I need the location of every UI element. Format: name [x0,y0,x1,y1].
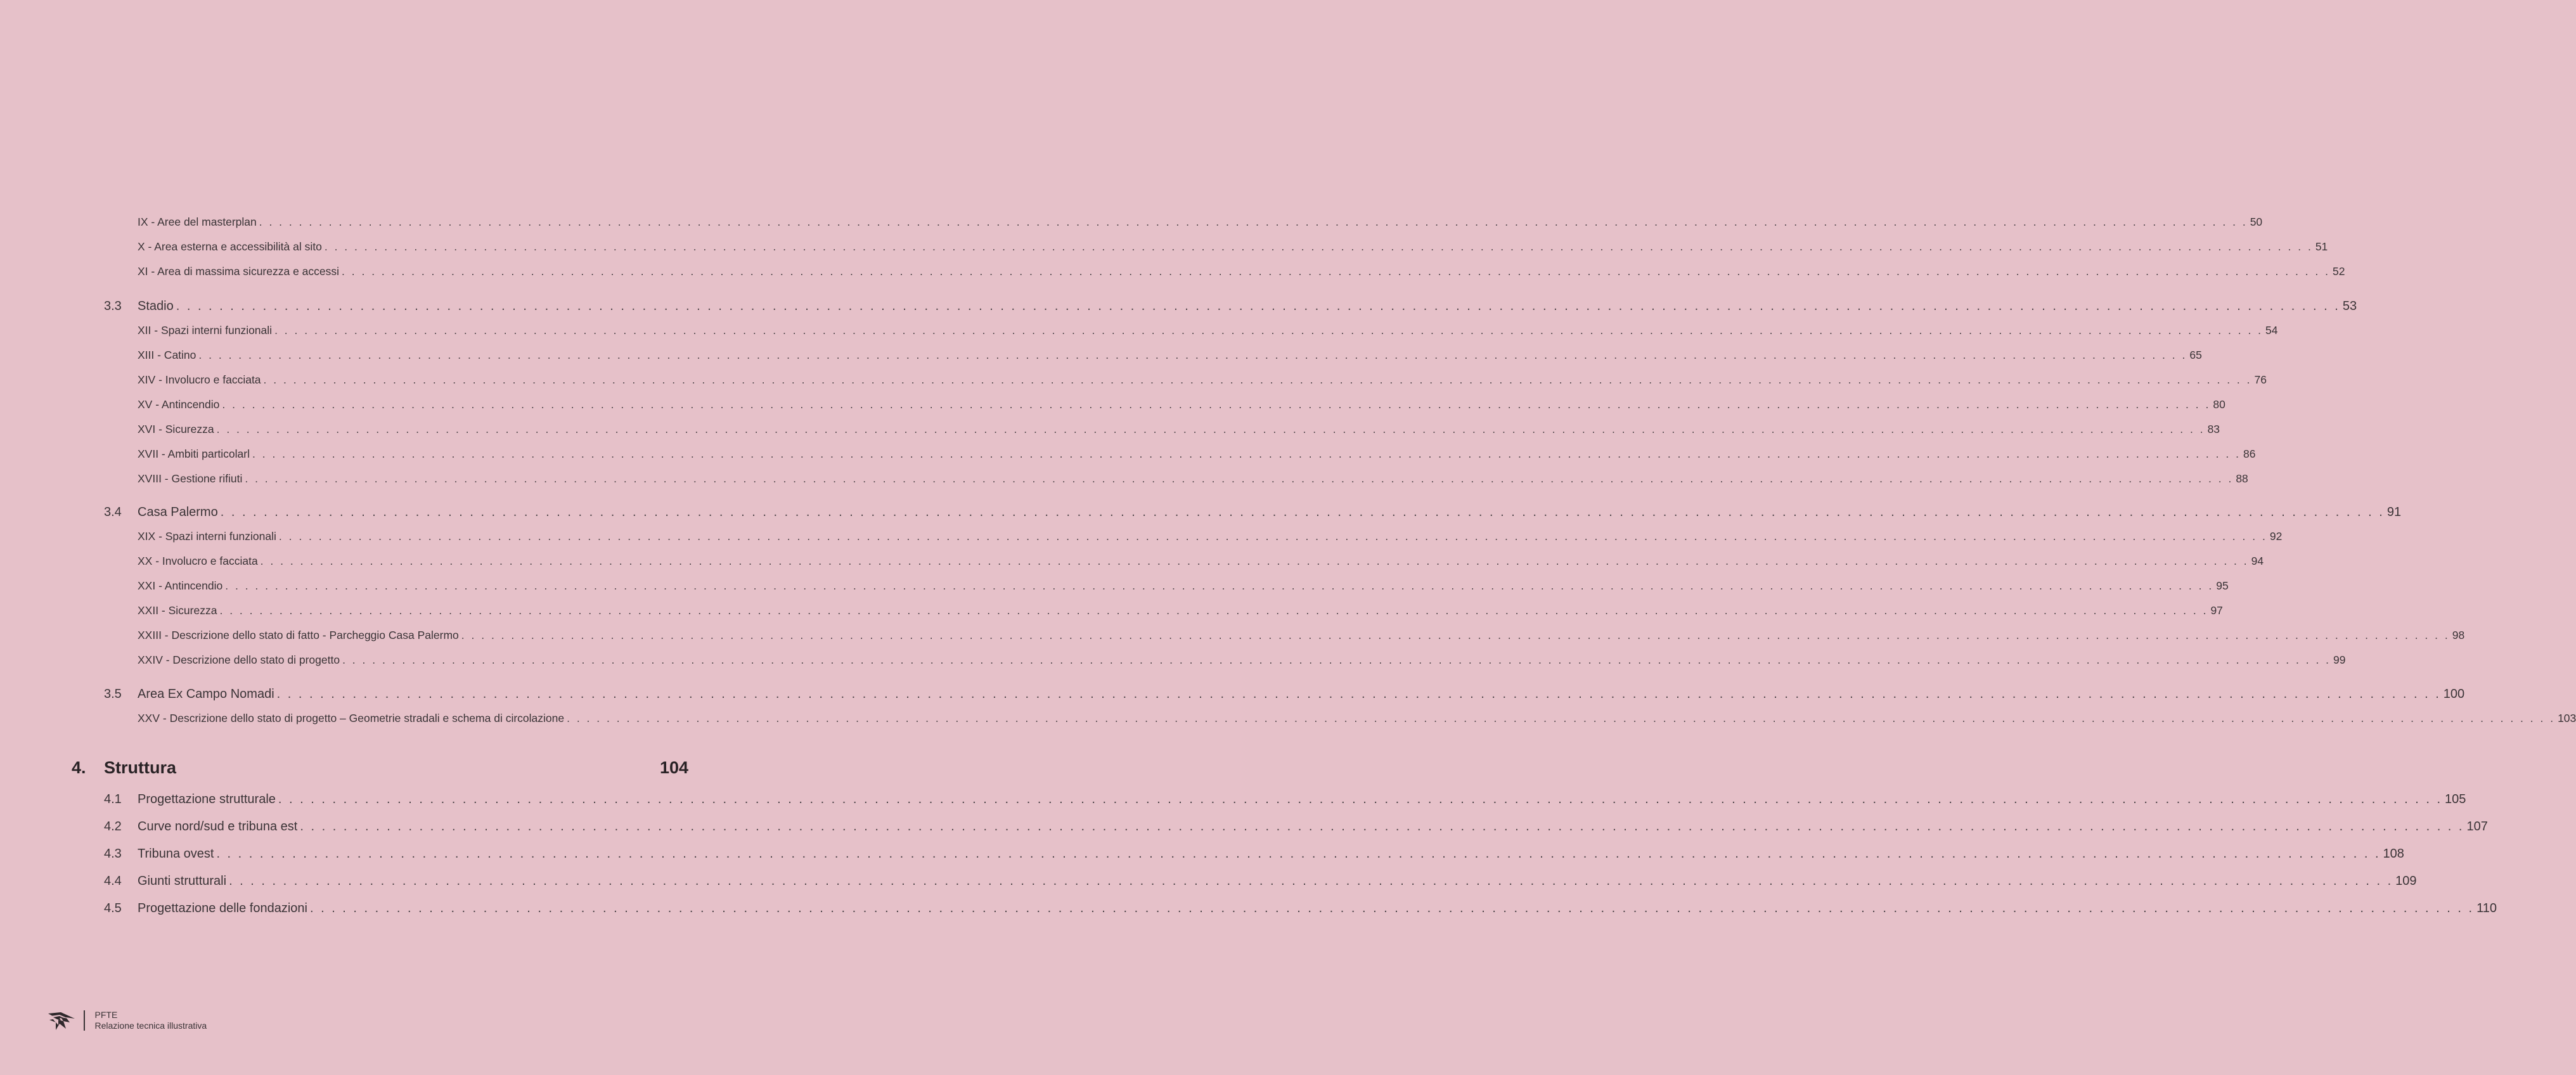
toc-entry-page: 54 [2265,324,2278,337]
dot-leader: . . . . . . . . . . . . . . . . . . . . . . . . . . . . . . . . . . . . . . . . . . . . . . . . . . . . . . . . . . . . . . . . . . . . . . . . . . . . . . . . . . . . . . . . . . . . . . . . . . . . . . . . . . . . . . . . . . . . . . . . . . . . . . . . . . . . . . . . . . . . . . . . . . . . . . . . . . . . . . . . . . . . . . . . . . . . . . . . . . . . . . . . . . . . . . . . . . . . . . . . [274,324,2264,337]
dot-leader: . . . . . . . . . . . . . . . . . . . . . . . . . . . . . . . . . . . . . . . . . . . . . . . . . . . . . . . . . . . . . . . . . . . . . . . . . . . . . . . . . . . . . . . . . . . . . . . . . . . . . . . . . . . . . . . . . . . . . . . . . . . . . . . . . . . . . . . . . . . . . . . . . . . . . . . . . . . . . . . . . . . . . . . . . . . . . . . . . . . . . . . . . . . . . . . . . . . . . . . . [263,373,2252,386]
toc-entry-title: X - Area esterna e accessibilità al sito [138,240,322,253]
toc-entry[interactable] [0,265,2345,278]
toc-entry-title: XIV - Involucro e facciata [138,373,261,386]
toc-entry[interactable] [0,349,2202,362]
toc-entry-title: XIX - Spazi interni funzionali [138,530,276,543]
toc-entry-title: Curve nord/sud e tribuna est [138,820,298,834]
toc-entry-number: 4.4 [104,874,122,888]
toc-entry-title: Tribuna ovest [138,847,214,861]
dot-leader: . . . . . . . . . . . . . . . . . . . . . . . . . . . . . . . . . . . . . . . . . . . . . . . . . . . . . . . . . . . . . . . . . . . . . . . . . . . . . . . . . . . . . . . . . . . . . . . . . . . . . . . . . . . . . . . . . . . . . . . . . . . . . . . . . . . . . . . . . . . . . . . . . . . . . . . . . . . . . . . . . . . . . . . . . . . . . . . . . . . . . . . . . . . . . . . . . . . . . . . . [216,847,2381,861]
dot-leader: . . . . . . . . . . . . . . . . . . . . . . . . . . . . . . . . . . . . . . . . . . . . . . . . . . . . . . . . . . . . . . . . . . . . . . . . . . . . . . . . . . . . . . . . . . . . . . . . . . . . . . . . . . . . . . . . . . . . . . . . . . . . . . . . . . . . . . . . . . . . . . . . . . . . . . . . . . . . . . . . . . . . . . . . . . . . . . . . . . . . . . . . . . . . . . . . . . . . . . . . [342,265,2330,278]
toc-entry-page: 52 [2333,265,2345,278]
toc-entry-number: 4.5 [104,901,122,915]
toc-entry-page: 103 [2558,712,2576,724]
toc-entry[interactable] [0,687,2465,702]
toc-entry-page: 91 [2386,505,2402,519]
toc-entry-title: XVIII - Gestione rifiuti [138,472,243,485]
eagle-logo-icon [47,1010,76,1031]
toc-entry-title: IX - Aree del masterplan [138,216,257,228]
toc-entry[interactable] [0,299,2357,314]
footer-line-1: PFTE [94,1010,118,1020]
dot-leader: . . . . . . . . . . . . . . . . . . . . . . . . . . . . . . . . . . . . . . . . . . . . . . . . . . . . . . . . . . . . . . . . . . . . . . . . . . . . . . . . . . . . . . . . . . . . . . . . . . . . . . . . . . . . . . . . . . . . . . . . . . . . . . . . . . . . . . . . . . . . . . . . . . . . . . . . . . . . . . . . . . . . . . . . . . . . . . . . . . . . . . . . . . . . . . . . . . . . . . . . [220,505,2385,519]
dot-leader: . . . . . . . . . . . . . . . . . . . . . . . . . . . . . . . . . . . . . . . . . . . . . . . . . . . . . . . . . . . . . . . . . . . . . . . . . . . . . . . . . . . . . . . . . . . . . . . . . . . . . . . . . . . . . . . . . . . . . . . . . . . . . . . . . . . . . . . . . . . . . . . . . . . . . . . . . . . . . . . . . . . . . . . . . . . . . . . . . . . . . . . . . . . . . . . . . . . . . . . . [300,820,2464,834]
dot-leader: . . . . . . . . . . . . . . . . . . . . . . . . . . . . . . . . . . . . . . . . . . . . . . . . . . . . . . . . . . . . . . . . . . . . . . . . . . . . . . . . . . . . . . . . . . . . . . . . . . . . . . . . . . . . . . . . . . . . . . . . . . . . . . . . . . . . . . . . . . . . . . . . . . . . . . . . . . . . . . . . . . . . . . . . . . . . . . . . . . . . . . . . . . . . . . . . . . . . . . . . [219,604,2208,617]
toc-entry-page: 94 [2251,555,2264,567]
toc-entry[interactable] [0,555,2264,568]
toc-entry[interactable] [0,712,2576,725]
toc-entry-page: 105 [2445,792,2466,806]
toc-entry-title: XXI - Antincendio [138,579,223,592]
dot-leader: . . . . . . . . . . . . . . . . . . . . . . . . . . . . . . . . . . . . . . . . . . . . . . . . . . . . . . . . . . . . . . . . . . . . . . . . . . . . . . . . . . . . . . . . . . . . . . . . . . . . . . . . . . . . . . . . . . . . . . . . . . . . . . . . . . . . . . . . . . . . . . . . . . . . . . . . . . . . . . . . . . . . . . . . . . . . . . . . . . . . . . . . . . . . . . . . . . . . . . . . [176,299,2340,313]
toc-entry[interactable] [0,758,761,778]
toc-entry[interactable] [0,423,2220,436]
toc-entry-page: 50 [2250,216,2263,228]
dot-leader: . . . . . . . . . . . . . . . . . . . . . . . . . . . . . . . . . . . . . . . . . . . . . . . . . . . . . . . . . . . . . . . . . . . . . . . . . . . . . . . . . . . . . . . . . . . . . . . . . . . . . . . . . . . . . . . . . . . . . . . . . . . . . . . . . . . . . . . . . . . . . . . . . . . . . . . . . . . . . . . . . . . . . . . . . . . . . . . . . . . . . . . . . . . . . . . . . . . . . . . . [342,653,2331,666]
toc-entry-number: 4. [72,758,86,777]
toc-entry-page: 53 [2342,299,2357,313]
toc-entry[interactable] [0,447,2256,461]
toc-entry-page: 107 [2466,820,2488,834]
page-footer [47,1008,207,1033]
dot-leader: . . . . . . . . . . . . . . . . . . . . . . . . . . . . . . . . . . . . . . . . . . . . . . . . . . . . . . . . . . . . . . . . . . . . . . . . . . . . . . . . . . . . . . . . . . . . . . . . . . . . . . . . . . . . . . . . . . . . . . . . . . . . . . . . . . . . . . . . . . . . . . . . . . . . . . . . . . . . . . . . . . . . . . . . . . . . . . . . . . . . . . . . . . . . . . . . . . . . . . . . [324,240,2313,253]
dot-leader: . . . . . . . . . . . . . . . . . . . . . . . . . . . . . . . . . . . . . . . . . . . . . . . . . . . . . . . . . . . . . . . . . . . . . . . . . . . . . . . . . . . . . . . . . . . . . . . . . . . . . . . . . . . . . . . . . . . . . . . . . . . . . . . . . . . . . . . . . . . . . . . . . . . . . . . . . . . . . . . . . . . . . . . . . . . . . . . . . . . . . . . . . . . . . . . . . . . . . . . . [567,712,2556,724]
toc-entry[interactable] [0,653,2346,667]
dot-leader: . . . . . . . . . . . . . . . . . . . . . . . . . . . . . . . . . . . . . . . . . . . . . . . . . . . . . . . . . . . . . . . . . . . . . . . . . . . . . . . . . . . . . . . . . . . . . . . . . . . . . . . . . . . . . . . . . . . . . . . . . . . . . . . . . . . . . . . . . . . . . . . . . . . . . . . . . . . . . . . . . . . . . . . . . . . . . . . . . . . . . . . . . . . . . . . . . . . . . . . . [276,687,2441,701]
dot-leader: . . . . . . . . . . . . . . . . . . . . . . . . . . . . . . . . . . . . . . . . . . . . . . . . . . . . . . . . . . . . . . . . . . . . . . . . . . . . . . . . . . . . . . . . . . . . . . . . . . . . . . . . . . . . . . . . . . . . . . . . . . . . . . . . . . . . . . . . . . . . . . . . . . . . . . . . . . . . . . . . . . . . . . . . . . . . . . . . . . . . . . . . . . . . . . . . . . . . . . . . [278,530,2267,543]
toc-entry-number: 4.3 [104,847,122,861]
toc-entry-title: Stadio [138,299,174,313]
footer-line-2: Relazione tecnica illustrativa [94,1020,207,1031]
toc-entry-title: Progettazione delle fondazioni [138,901,307,915]
dot-leader: . . . . . . . . . . . . . . . . . . . . . . . . . . . . . . . . . . . . . . . . . . . . . . . . . . . . . . . . . . . . . . . . . . . . . . . . . . . . . . . . . . . . . . . . . . . . . . . . . . . . . . . . . . . . . . . . . . . . . . . . . . . . . . . . . . . . . . . . . . . . . . . . . . . . . . . . . . . . . . . . . . . . . . . . . . . . . . . . . . . . . . . . . . . . . . . . . . . . . . . . [260,555,2249,567]
toc-entry-title: Area Ex Campo Nomadi [138,687,274,701]
toc-entry-page: 80 [2213,398,2225,411]
toc-entry-page: 98 [2452,629,2465,641]
toc-entry[interactable] [0,472,2248,486]
toc-entry-title: XII - Spazi interni funzionali [138,324,273,337]
toc-entry[interactable] [0,901,2497,916]
dot-leader: . . . . . . . . . . . . . . . . . . . . . . . . . . . . . . . . . . . . . . . . . . . . . . . . . . . . . . . . . . . . . . . . . . . . . . . . . . . . . . . . . . . . . . . . . . . . . . . . . . . . . . . . . . . . . . . . . . . . . . . . . . . . . . . . . . . . . . . . . . . . . . . . . . . . . . . . . . . . . . . . . . . . . . . . . . . . . . . . . . . . . . . . . . . . . . . . . . . . . . . . [222,398,2211,411]
dot-leader: . . . . . . . . . . . . . . . . . . . . . . . . . . . . . . . . . . . . . . . . . . . . . . . . . . . . . . . . . . . . . . . . . . . . . . . . . . . . . . . . . . . . . . . . . . . . . . . . . . . . . . . . . . . . . . . . . . . . . . . . . . . . . . . . . . . . . . . . . . . . . . . . . . . . . . . . . . . . . . . . . . . . . . . . . . . . . . . . . . . . . . . . . . . . . . . . . . . . . . . . [245,472,2234,485]
toc-entry-title: Giunti strutturali [138,874,227,888]
toc-entry-title: XXIV - Descrizione dello stato di progetto [138,653,340,666]
toc-entry-title: XX - Involucro e facciata [138,555,258,567]
toc-entry-title: XVI - Sicurezza [138,423,214,435]
toc-entry-page: 109 [2395,874,2417,888]
footer-text [95,1010,207,1031]
dot-leader: . . . . . . . . . . . . . . . . . . . . . . . . . . . . . . . . . . . . . . . . . . . . . . . . . . . . . . . . . . . . . . . . . . . . . . . . . . . . . . . . . . . . . . . . . . . . . . . . . . . . . . . . . . . . . . . . . . . . . . . . . . . . . . . . . . . . . . . . . . . . . . . . . . . . . . . . . . . . . . . . . . . . . . . . . . . . . . . . . . . . . . . . . . . . . . . . . . . . . . . . [229,874,2393,888]
toc-entry[interactable] [0,579,2229,593]
toc-entry-page: 99 [2333,653,2346,666]
toc-entry-page: 65 [2189,349,2202,361]
toc-entry-page: 51 [2315,240,2328,253]
toc-entry[interactable] [0,324,2278,337]
toc-entry[interactable] [0,874,2417,889]
toc-entry-title: XXII - Sicurezza [138,604,217,617]
toc-entry-page: 97 [2210,604,2223,617]
toc-entry[interactable] [0,530,2283,543]
toc-entry-page: 100 [2443,687,2465,701]
toc-entry-page: 95 [2216,579,2229,592]
toc-entry[interactable] [0,216,2263,229]
dot-leader: . . . . . . . . . . . . . . . . . . . . . . . . . . . . . . . . . . . . . . . . . . . . . . . . . . . . . . . . . . . . . . . . . . . . . . . . . . . . . . . . . . . . . . . . . . . . . . . . . . . . . . . . . . . . . . . . . . . . . . . . . . . . . . . . . . . . . . . . . . . . . . . . . . . . . . . . . . . . . . . . . . . . . . . . . . . . . . . . . . . . . . . . . . . . . . . . . . . . . . . . [216,423,2205,435]
toc-entry[interactable] [0,604,2223,617]
dot-leader: . . . . . . . . . . . . . . . . . . . . . . . . . . . . . . . . . . . . . . . . . . . . . . . . . . . . . . . . . . . . . . . . . . . . . . . . . . . . . . . . . . . . . . . . . . . . . . . . . . . . . . . . . . . . . . . . . . . . . . . . . . . . . . . . . . . . . . . . . . . . . . . . . . . . . . . . . . . . . . . . . . . . . . . . . . . . . . . . . . . . . . . . . . . . . . . . . . . . . . . . [309,901,2475,915]
toc-entry-page: 83 [2207,423,2220,435]
toc-entry[interactable] [0,629,2465,642]
toc-entry[interactable] [0,240,2328,254]
dot-leader: . . . . . . . . . . . . . . . . . . . . . . . . . . . . . . . . . . . . . . . . . . . . . . . . . . . . . . . . . . . . . . . . . . . . . . . . . . . . . . . . . . . . . . . . . . . . . . . . . . . . . . . . . . . . . . . . . . . . . . . . . . . . . . . . . . . . . . . . . . . . . . . . . . . . . . . . . . . . . . . . . . . . . . . . . . . . . . . . . . . . . . . . . . . . . . . . . . . . . . . . [461,629,2450,641]
toc-entry[interactable] [0,505,2402,520]
toc-entry[interactable] [0,373,2267,387]
toc-entry-title: XV - Antincendio [138,398,220,411]
toc-entry-page: 88 [2236,472,2248,485]
dot-leader: . . . . . . . . . . . . . . . . . . . . . . . . . . . . . . . . . . . . . . . . . . . . . . . . . . . . . . . . . . . . . . . . . . . . . . . . . . . . . . . . . . . . . . . . . . . . . . . . . . . . . . . . . . . . . . . . . . . . . . . . . . . . . . . . . . . . . . . . . . . . . . . . . . . . . . . . . . . . . . . . . . . . . . . . . . . . . . . . . . . . . . . . . . . . . . . . . . . . . . . . [252,447,2241,460]
toc-entry[interactable] [0,847,2404,861]
toc-entry-title: XXIII - Descrizione dello stato di fatto - Parcheggio Casa Palermo [138,629,459,641]
toc-entry-title: Progettazione strutturale [138,792,276,806]
dot-leader: . . . . . . . . . . . . . . . . . . . . . . . . . . . . . . . . . . . . . . . . . . . . . . . . . . . . . . . . . . . . . . . . . . . . . . . . . . . . . . . . . . . . . . . . . . . . . . . . . . . . . . . . . . . . . . . . . . . . . . . . . . . . . . . . . . . . . . . . . . . . . . . . . . . . . . . . . . . . . . . . . . . . . . . . . . . . . . . . . . . . . . . . . . . . . . . . . . . . . . . . [198,349,2187,361]
toc-entry-number: 3.5 [104,687,122,701]
toc-entry[interactable] [0,820,2488,834]
toc-entry-number: 4.2 [104,820,122,834]
toc-entry-title: XI - Area di massima sicurezza e accessi [138,265,340,278]
toc-entry-page: 108 [2383,847,2404,861]
toc-entry-number: 4.1 [104,792,122,806]
toc-entry-title: Struttura [104,758,176,777]
toc-entry-page: 92 [2269,530,2283,543]
toc-entry-page: 110 [2476,901,2497,915]
toc-entry-title: XXV - Descrizione dello stato di progetto – Geometrie stradali e schema di circolazione [138,712,565,724]
toc-entry[interactable] [0,398,2225,411]
toc-entry-title: XVII - Ambiti particolarl [138,447,250,460]
toc-entry[interactable] [0,792,2466,807]
toc-entry-title: XIII - Catino [138,349,196,361]
toc-entry-page: 86 [2243,447,2256,460]
footer-divider [84,1010,85,1031]
toc-entry-number: 3.3 [104,299,122,313]
toc-entry-page: 104 [659,758,688,777]
dot-leader: . . . . . . . . . . . . . . . . . . . . . . . . . . . . . . . . . . . . . . . . . . . . . . . . . . . . . . . . . . . . . . . . . . . . . . . . . . . . . . . . . . . . . . . . . . . . . . . . . . . . . . . . . . . . . . . . . . . . . . . . . . . . . . . . . . . . . . . . . . . . . . . . . . . . . . . . . . . . . . . . . . . . . . . . . . . . . . . . . . . . . . . . . . . . . . . . . . . . . . . . [259,216,2248,228]
toc-entry-page: 76 [2254,373,2267,386]
toc-entry-title: Casa Palermo [138,505,218,519]
toc-entry-number: 3.4 [104,505,122,519]
dot-leader: . . . . . . . . . . . . . . . . . . . . . . . . . . . . . . . . . . . . . . . . . . . . . . . . . . . . . . . . . . . . . . . . . . . . . . . . . . . . . . . . . . . . . . . . . . . . . . . . . . . . . . . . . . . . . . . . . . . . . . . . . . . . . . . . . . . . . . . . . . . . . . . . . . . . . . . . . . . . . . . . . . . . . . . . . . . . . . . . . . . . . . . . . . . . . . . . . . . . . . . . [278,792,2443,806]
dot-leader: . . . . . . . . . . . . . . . . . . . . . . . . . . . . . . . . . . . . . . . . . . . . . . . . . . . . . . . . . . . . . . . . . . . . . . . . . . . . . . . . . . . . . . . . . . . . . . . . . . . . . . . . . . . . . . . . . . . . . . . . . . . . . . . . . . . . . . . . . . . . . . . . . . . . . . . . . . . . . . . . . . . . . . . . . . . . . . . . . . . . . . . . . . . . . . . . . . . . . . . . [225,579,2214,592]
